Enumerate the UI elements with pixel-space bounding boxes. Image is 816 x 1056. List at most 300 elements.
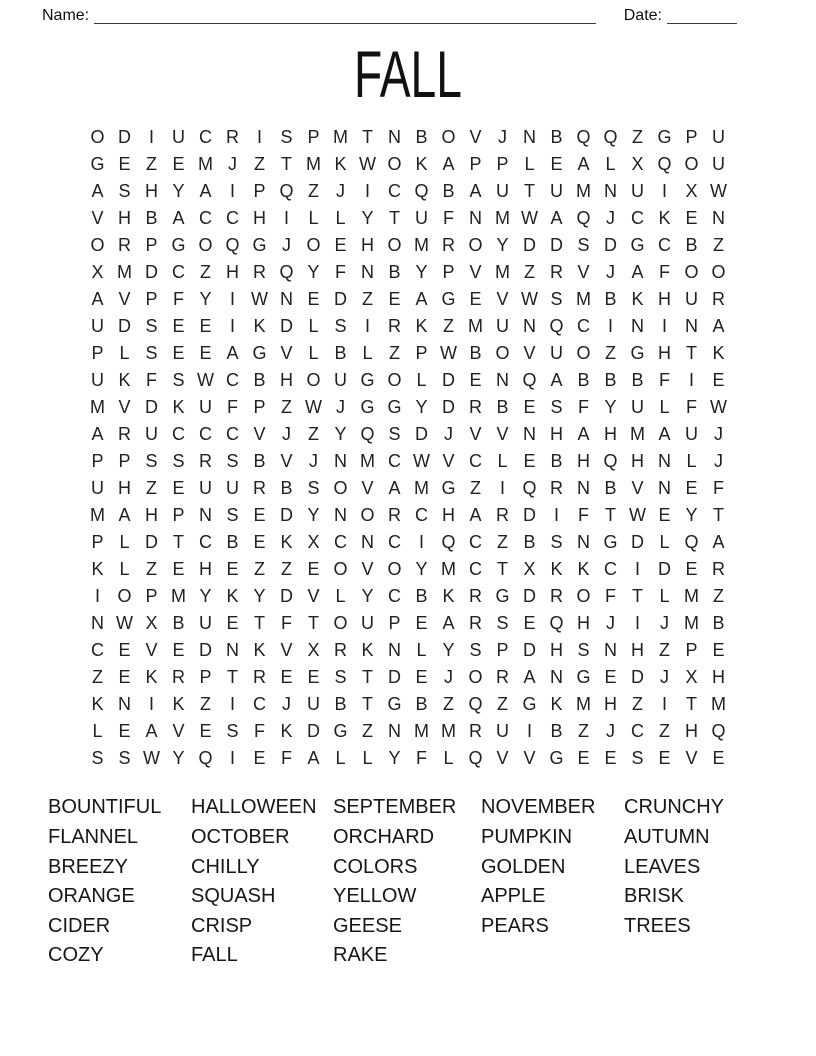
grid-letter: Z [497, 694, 508, 715]
grid-letter: U [712, 127, 725, 148]
grid-letter: J [714, 424, 723, 445]
grid-letter: Z [281, 559, 292, 580]
grid-letter: D [145, 397, 158, 418]
grid-letter: X [307, 532, 320, 553]
grid-letter: V [253, 424, 266, 445]
grid-letter: Y [496, 235, 509, 256]
grid-letter: D [280, 316, 293, 337]
grid-letter: D [523, 505, 536, 526]
grid-letter: W [710, 181, 727, 202]
grid-letter: O [117, 586, 132, 607]
grid-letter: E [685, 208, 698, 229]
grid-letter: B [496, 397, 509, 418]
grid-letter: O [441, 127, 456, 148]
grid-letter: H [658, 343, 671, 364]
grid-letter: S [577, 235, 590, 256]
grid-letter: R [712, 289, 725, 310]
grid-letter: A [226, 343, 239, 364]
grid-letter: G [576, 667, 591, 688]
grid-letter: D [280, 586, 293, 607]
grid-letter: P [145, 289, 158, 310]
grid-letter: L [416, 640, 427, 661]
grid-letter: O [90, 127, 105, 148]
grid-letter: U [631, 397, 644, 418]
grid-letter: L [659, 532, 670, 553]
grid-letter: N [388, 127, 401, 148]
grid-letter: N [712, 208, 725, 229]
grid-letter: N [658, 478, 671, 499]
grid-letter: E [307, 559, 320, 580]
grid-letter: Q [684, 532, 699, 553]
grid-letter: T [524, 181, 535, 202]
grid-letter: I [94, 586, 100, 607]
grid-letter: W [413, 451, 430, 472]
grid-letter: D [550, 235, 563, 256]
grid-letter: P [91, 343, 104, 364]
grid-letter: K [91, 559, 104, 580]
grid-letter: C [577, 316, 590, 337]
grid-letter: L [605, 154, 616, 175]
grid-letter: I [283, 208, 289, 229]
grid-letter: E [118, 667, 131, 688]
grid-letter: L [362, 343, 373, 364]
grid-letter: V [280, 343, 293, 364]
grid-letter: H [631, 640, 644, 661]
grid-letter: X [91, 262, 104, 283]
grid-letter: Z [632, 127, 643, 148]
grid-letter: O [387, 154, 402, 175]
grid-letter: M [576, 181, 591, 202]
grid-letter: Y [361, 586, 374, 607]
word-list-item: PEARS [481, 914, 549, 937]
grid-letter: E [550, 154, 563, 175]
grid-letter: Q [468, 694, 483, 715]
word-list-item: ORCHARD [333, 825, 435, 848]
grid-letter: F [659, 262, 670, 283]
grid-letter: J [660, 613, 669, 634]
grid-letter: R [118, 424, 131, 445]
grid-letter: D [145, 532, 158, 553]
grid-letter: C [388, 586, 401, 607]
grid-letter: S [631, 748, 644, 769]
grid-letter: I [526, 721, 532, 742]
grid-letter: E [604, 667, 617, 688]
grid-letter: M [306, 154, 321, 175]
word-list-item: TREES [624, 914, 691, 937]
grid-letter: Q [225, 235, 240, 256]
grid-letter: D [334, 289, 347, 310]
grid-letter: D [658, 559, 671, 580]
word-list-item: CIDER [48, 914, 111, 937]
grid-letter: N [361, 532, 374, 553]
grid-letter: F [281, 613, 292, 634]
grid-letter: M [90, 505, 105, 526]
grid-letter: U [307, 694, 320, 715]
word-search-grid [0, 124, 816, 772]
grid-letter: W [251, 289, 268, 310]
grid-letter: L [335, 586, 346, 607]
word-list-column [48, 793, 191, 971]
grid-letter: B [334, 343, 347, 364]
grid-letter: R [469, 721, 482, 742]
grid-letter: D [631, 532, 644, 553]
grid-letter: K [415, 316, 428, 337]
grid-letter: G [522, 694, 537, 715]
grid-letter: G [495, 586, 510, 607]
grid-letter: R [172, 667, 185, 688]
grid-letter: V [280, 451, 293, 472]
grid-letter: L [659, 586, 670, 607]
grid-letter: J [444, 667, 453, 688]
grid-letter: W [305, 397, 322, 418]
grid-letter: A [523, 667, 536, 688]
grid-letter: Z [254, 559, 265, 580]
grid-letter: I [229, 316, 235, 337]
grid-letter: Z [308, 424, 319, 445]
grid-letter: E [712, 370, 725, 391]
grid-letter: O [576, 343, 591, 364]
grid-letter: K [334, 154, 347, 175]
grid-letter: H [145, 181, 158, 202]
grid-letter: P [253, 397, 266, 418]
grid-letter: G [549, 748, 564, 769]
grid-letter: E [307, 667, 320, 688]
grid-letter: V [91, 208, 104, 229]
grid-letter: E [577, 748, 590, 769]
grid-letter: Z [281, 397, 292, 418]
grid-letter: E [199, 343, 212, 364]
grid-letter: V [118, 397, 131, 418]
grid-letter: Q [441, 532, 456, 553]
grid-letter: G [90, 154, 105, 175]
grid-letter: S [226, 505, 239, 526]
grid-letter: A [577, 424, 590, 445]
grid-letter: J [282, 694, 291, 715]
grid-letter: B [280, 478, 293, 499]
grid-letter: E [523, 613, 536, 634]
grid-letter: S [172, 370, 185, 391]
grid-letter: C [172, 424, 185, 445]
grid-letter: P [496, 154, 509, 175]
grid-letter: H [118, 208, 131, 229]
grid-letter: K [253, 640, 266, 661]
grid-letter: Z [200, 262, 211, 283]
grid-letter: E [226, 613, 239, 634]
name-label: Name: [42, 7, 90, 24]
grid-letter: S [145, 451, 158, 472]
grid-letter: N [199, 505, 212, 526]
grid-letter: C [334, 532, 347, 553]
grid-letter: N [523, 424, 536, 445]
grid-letter: L [335, 748, 346, 769]
grid-letter: E [118, 640, 131, 661]
word-list-item: LEAVES [624, 855, 701, 878]
word-list-item: NOVEMBER [481, 796, 596, 819]
grid-letter: R [712, 559, 725, 580]
grid-letter: L [308, 208, 319, 229]
grid-letter: E [172, 316, 185, 337]
grid-letter: R [469, 586, 482, 607]
grid-letter: C [226, 370, 239, 391]
grid-letter: A [550, 370, 563, 391]
grid-letter: Z [443, 694, 454, 715]
grid-letter: I [499, 478, 505, 499]
grid-letter: A [442, 154, 455, 175]
grid-letter: V [361, 478, 374, 499]
grid-letter: G [387, 397, 402, 418]
grid-letter: J [228, 154, 237, 175]
grid-letter: K [442, 586, 455, 607]
grid-letter: Y [685, 505, 698, 526]
grid-letter: E [415, 667, 428, 688]
grid-letter: Z [254, 154, 265, 175]
grid-letter: K [577, 559, 590, 580]
grid-letter: Q [549, 316, 564, 337]
grid-letter: I [229, 289, 235, 310]
grid-letter: V [280, 640, 293, 661]
grid-letter: U [550, 181, 563, 202]
grid-letter: R [496, 505, 509, 526]
grid-letter: Q [603, 127, 618, 148]
grid-letter: M [117, 262, 132, 283]
grid-letter: P [145, 586, 158, 607]
grid-letter: H [631, 451, 644, 472]
grid-letter: G [441, 478, 456, 499]
word-list-item: ORANGE [48, 885, 135, 908]
grid-letter: W [440, 343, 457, 364]
grid-letter: R [226, 127, 239, 148]
word-list-item: GEESE [333, 914, 402, 937]
grid-letter: M [414, 721, 429, 742]
grid-letter: J [444, 424, 453, 445]
grid-letter: R [469, 613, 482, 634]
grid-letter: P [307, 127, 320, 148]
grid-letter: Q [576, 127, 591, 148]
grid-letter: A [307, 748, 320, 769]
grid-letter: K [550, 694, 563, 715]
grid-letter: T [605, 505, 616, 526]
grid-letter: Y [415, 559, 428, 580]
grid-letter: K [280, 721, 293, 742]
grid-letter: I [229, 748, 235, 769]
grid-letter: A [415, 289, 428, 310]
grid-letter: A [712, 316, 725, 337]
grid-letter: Z [470, 478, 481, 499]
grid-letter: M [576, 694, 591, 715]
grid-letter: T [497, 559, 508, 580]
grid-letter: G [171, 235, 186, 256]
word-list-item: BREEZY [48, 855, 129, 878]
grid-letter: J [660, 667, 669, 688]
grid-letter: B [172, 613, 185, 634]
grid-letter: A [442, 613, 455, 634]
grid-letter: U [145, 424, 158, 445]
grid-letter: A [172, 208, 185, 229]
grid-letter: E [118, 154, 131, 175]
grid-letter: M [576, 289, 591, 310]
grid-letter: G [630, 235, 645, 256]
grid-letter: E [253, 505, 266, 526]
grid-letter: G [657, 127, 672, 148]
grid-letter: Q [279, 262, 294, 283]
grid-letter: J [282, 235, 291, 256]
grid-letter: N [604, 181, 617, 202]
grid-letter: A [631, 262, 644, 283]
grid-letter: I [256, 127, 262, 148]
grid-letter: Z [578, 721, 589, 742]
grid-letter: U [91, 478, 104, 499]
grid-letter: L [335, 208, 346, 229]
grid-letter: U [685, 424, 698, 445]
grid-letter: G [252, 235, 267, 256]
grid-letter: E [388, 289, 401, 310]
grid-letter: Y [253, 586, 266, 607]
grid-letter: X [685, 667, 698, 688]
grid-letter: A [145, 721, 158, 742]
grid-letter: V [523, 343, 536, 364]
grid-letter: E [253, 748, 266, 769]
grid-letter: N [361, 262, 374, 283]
grid-letter: N [550, 667, 563, 688]
grid-letter: E [172, 154, 185, 175]
grid-letter: U [199, 397, 212, 418]
grid-letter: G [630, 343, 645, 364]
grid-letter: C [199, 208, 212, 229]
grid-letter: S [280, 127, 293, 148]
grid-letter: M [360, 451, 375, 472]
grid-letter: W [521, 208, 538, 229]
grid-letter: S [226, 721, 239, 742]
grid-letter: N [685, 316, 698, 337]
grid-letter: F [335, 262, 346, 283]
grid-letter: N [280, 289, 293, 310]
word-list-item: FLANNEL [48, 825, 139, 848]
word-list-item: APPLE [481, 885, 546, 908]
grid-letter: L [119, 559, 130, 580]
grid-letter: S [388, 424, 401, 445]
grid-letter: K [118, 370, 131, 391]
grid-letter: N [577, 478, 590, 499]
grid-letter: Q [711, 721, 726, 742]
grid-letter: X [631, 154, 644, 175]
grid-letter: C [604, 559, 617, 580]
grid-letter: Z [92, 667, 103, 688]
grid-letter: E [307, 289, 320, 310]
grid-letter: S [307, 478, 320, 499]
grid-letter: M [468, 316, 483, 337]
grid-letter: I [688, 370, 694, 391]
grid-letter: T [389, 208, 400, 229]
grid-letter: B [604, 289, 617, 310]
grid-letter: F [146, 370, 157, 391]
grid-letter: C [415, 505, 428, 526]
grid-letter: J [606, 208, 615, 229]
grid-letter: U [550, 343, 563, 364]
grid-letter: I [229, 181, 235, 202]
grid-letter: F [443, 208, 454, 229]
grid-letter: V [442, 451, 455, 472]
grid-letter: Z [389, 343, 400, 364]
grid-letter: E [172, 640, 185, 661]
grid-letter: J [606, 613, 615, 634]
grid-letter: F [605, 586, 616, 607]
grid-letter: B [334, 694, 347, 715]
grid-letter: K [550, 559, 563, 580]
grid-letter: I [148, 694, 154, 715]
grid-letter: N [334, 505, 347, 526]
word-list-column [481, 793, 624, 971]
grid-letter: Z [659, 721, 670, 742]
grid-letter: W [521, 289, 538, 310]
grid-letter: E [118, 721, 131, 742]
grid-letter: G [252, 343, 267, 364]
grid-letter: I [634, 613, 640, 634]
grid-letter: Q [279, 181, 294, 202]
grid-letter: C [199, 424, 212, 445]
grid-letter: Y [415, 262, 428, 283]
grid-letter: E [172, 559, 185, 580]
grid-letter: B [712, 613, 725, 634]
grid-letter: E [658, 505, 671, 526]
grid-letter: V [496, 424, 509, 445]
grid-letter: S [172, 451, 185, 472]
grid-letter: Q [603, 451, 618, 472]
grid-letter: C [199, 532, 212, 553]
grid-letter: Q [522, 370, 537, 391]
grid-letter: C [388, 181, 401, 202]
grid-letter: S [226, 451, 239, 472]
grid-letter: P [172, 505, 185, 526]
grid-letter: F [578, 505, 589, 526]
grid-letter: P [685, 640, 698, 661]
grid-letter: V [496, 748, 509, 769]
grid-letter: R [118, 235, 131, 256]
grid-letter: M [171, 586, 186, 607]
grid-letter: H [712, 667, 725, 688]
grid-letter: U [496, 316, 509, 337]
grid-letter: T [632, 586, 643, 607]
grid-letter: G [603, 532, 618, 553]
grid-letter: Y [415, 397, 428, 418]
grid-letter: O [360, 505, 375, 526]
grid-letter: V [631, 478, 644, 499]
grid-letter: X [523, 559, 536, 580]
grid-letter: Q [360, 424, 375, 445]
grid-letter: G [387, 694, 402, 715]
grid-letter: E [523, 451, 536, 472]
grid-letter: B [550, 451, 563, 472]
word-list-item: YELLOW [333, 885, 417, 908]
grid-letter: Z [146, 478, 157, 499]
grid-letter: E [253, 532, 266, 553]
header [42, 7, 737, 25]
grid-letter: E [172, 343, 185, 364]
grid-letter: Z [362, 289, 373, 310]
grid-letter: W [116, 613, 133, 634]
name-blank-line [94, 10, 596, 24]
grid-letter: C [631, 721, 644, 742]
grid-letter: B [631, 370, 644, 391]
grid-letter: P [91, 532, 104, 553]
grid-letter: S [118, 181, 131, 202]
grid-letter: I [661, 181, 667, 202]
grid-letter: E [523, 397, 536, 418]
grid-letter: K [226, 586, 239, 607]
grid-letter: U [334, 370, 347, 391]
word-list-item: COLORS [333, 855, 418, 878]
grid-letter: Q [657, 154, 672, 175]
grid-letter: B [388, 262, 401, 283]
